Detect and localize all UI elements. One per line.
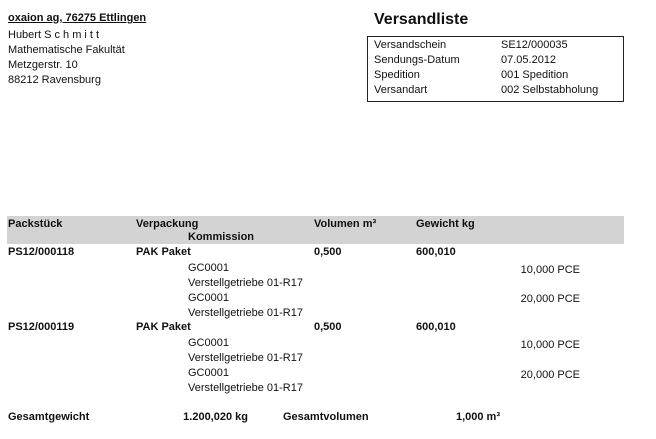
item-qty: 10,000 PCE <box>520 339 580 351</box>
item-code: GC0001 <box>188 367 229 379</box>
document-title: Versandliste <box>374 11 469 28</box>
package-id: PS12/000118 <box>8 246 75 258</box>
package-verpackung: PAK Paket <box>136 246 191 258</box>
header-packstueck: Packstück <box>8 218 63 230</box>
package-volumen: 0,500 <box>314 246 342 258</box>
info-row <box>368 69 623 84</box>
info-row <box>368 39 623 54</box>
info-value: 07.05.2012 <box>501 54 557 66</box>
info-label: Versandart <box>374 84 428 96</box>
item-desc: Verstellgetriebe 01-R17 <box>188 277 303 289</box>
package-verpackung: PAK Paket <box>136 321 191 333</box>
item-code: GC0001 <box>188 292 229 304</box>
package-volumen: 0,500 <box>314 321 342 333</box>
header-volumen: Volumen m³ <box>314 218 377 230</box>
info-value: 001 Spedition <box>501 69 569 81</box>
item-code: GC0001 <box>188 262 229 274</box>
header-verpackung: Verpackung <box>136 218 199 230</box>
total-weight-label: Gesamtgewicht <box>8 411 90 423</box>
info-label: Spedition <box>374 69 420 81</box>
info-label: Sendungs-Datum <box>374 54 460 66</box>
recipient-line-2: Mathematische Fakultät <box>8 44 125 56</box>
package-gewicht: 600,010 <box>416 246 456 258</box>
item-qty: 20,000 PCE <box>520 369 580 381</box>
item-desc: Verstellgetriebe 01-R17 <box>188 307 303 319</box>
total-volume-value: 1,000 m³ <box>455 411 500 423</box>
header-gewicht: Gewicht kg <box>416 218 475 230</box>
recipient-name: Hubert S c h m i t t <box>8 29 100 41</box>
item-desc: Verstellgetriebe 01-R17 <box>188 352 303 364</box>
recipient-city: 88212 Ravensburg <box>8 74 101 86</box>
item-qty: 10,000 PCE <box>520 264 580 276</box>
header-kommission: Kommission <box>188 231 255 243</box>
package-id: PS12/000119 <box>8 321 75 333</box>
info-value: 002 Selbstabholung <box>501 84 599 96</box>
item-qty: 20,000 PCE <box>520 293 580 305</box>
sender-line: oxaion ag, 76275 Ettlingen <box>8 12 147 24</box>
total-weight-value: 1.200,020 kg <box>183 411 248 423</box>
info-row <box>368 84 623 99</box>
recipient-street: Metzgerstr. 10 <box>8 59 78 71</box>
info-value: SE12/000035 <box>501 39 568 51</box>
info-row <box>368 54 623 69</box>
info-label: Versandschein <box>374 39 447 51</box>
shipping-info-box <box>367 36 624 102</box>
item-code: GC0001 <box>188 337 229 349</box>
total-volume-label: Gesamtvolumen <box>283 411 369 423</box>
item-desc: Verstellgetriebe 01-R17 <box>188 382 303 394</box>
package-gewicht: 600,010 <box>416 321 456 333</box>
